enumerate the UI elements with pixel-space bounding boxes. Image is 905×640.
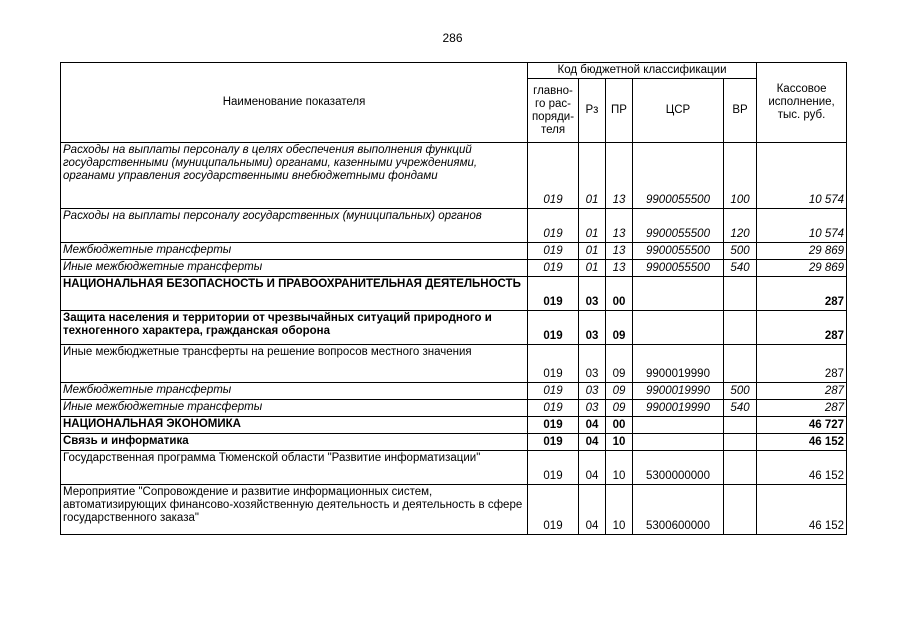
row-rz: 04 — [579, 434, 606, 451]
row-rz: 01 — [579, 260, 606, 277]
row-pr: 10 — [606, 434, 633, 451]
row-sum: 10 574 — [757, 143, 847, 209]
row-vr — [724, 345, 757, 383]
row-csr: 9900019990 — [633, 345, 724, 383]
table-row — [61, 345, 847, 383]
row-pr: 09 — [606, 345, 633, 383]
row-csr: 9900019990 — [633, 383, 724, 400]
table-row — [61, 434, 847, 451]
table-row — [61, 400, 847, 417]
row-rz: 03 — [579, 345, 606, 383]
table-row — [61, 311, 847, 345]
row-pr: 10 — [606, 451, 633, 485]
table-row — [61, 451, 847, 485]
row-rz: 04 — [579, 417, 606, 434]
row-pr: 00 — [606, 277, 633, 311]
header-sum: Кассовое исполнение, тыс. руб. — [757, 63, 847, 143]
row-vr: 540 — [724, 400, 757, 417]
row-csr: 9900055500 — [633, 209, 724, 243]
row-sum: 46 152 — [757, 434, 847, 451]
table-row — [61, 277, 847, 311]
row-csr: 5300000000 — [633, 451, 724, 485]
header-pr: ПР — [606, 79, 633, 143]
row-pr: 13 — [606, 209, 633, 243]
row-rz: 01 — [579, 209, 606, 243]
row-admin-code: 019 — [528, 400, 579, 417]
row-admin-code: 019 — [528, 277, 579, 311]
row-sum: 46 152 — [757, 451, 847, 485]
row-name: Межбюджетные трансферты — [61, 243, 528, 260]
header-vr: ВР — [724, 79, 757, 143]
row-admin-code: 019 — [528, 143, 579, 209]
row-vr — [724, 277, 757, 311]
row-vr: 500 — [724, 383, 757, 400]
row-rz: 04 — [579, 485, 606, 535]
row-pr: 09 — [606, 311, 633, 345]
row-admin-code: 019 — [528, 485, 579, 535]
row-name: Межбюджетные трансферты — [61, 383, 528, 400]
row-csr: 9900055500 — [633, 143, 724, 209]
row-rz: 03 — [579, 311, 606, 345]
row-name: Иные межбюджетные трансферты — [61, 400, 528, 417]
header-glav: главно-го рас-поряди-теля — [528, 79, 579, 143]
row-vr: 540 — [724, 260, 757, 277]
row-csr — [633, 434, 724, 451]
table-header — [61, 63, 847, 143]
table-row — [61, 383, 847, 400]
table-row — [61, 260, 847, 277]
row-vr — [724, 417, 757, 434]
row-name: НАЦИОНАЛЬНАЯ ЭКОНОМИКА — [61, 417, 528, 434]
row-name: Государственная программа Тюменской области "Развитие информатизации" — [61, 451, 528, 485]
row-sum: 287 — [757, 383, 847, 400]
row-csr — [633, 417, 724, 434]
table-row — [61, 209, 847, 243]
header-code-group: Код бюджетной классификации — [528, 63, 757, 79]
row-admin-code: 019 — [528, 451, 579, 485]
row-name: Связь и информатика — [61, 434, 528, 451]
row-pr: 13 — [606, 143, 633, 209]
row-name: Иные межбюджетные трансферты — [61, 260, 528, 277]
header-name: Наименование показателя — [61, 63, 528, 143]
row-rz: 04 — [579, 451, 606, 485]
row-name: НАЦИОНАЛЬНАЯ БЕЗОПАСНОСТЬ И ПРАВООХРАНИТЕЛЬНАЯ ДЕЯТЕЛЬНОСТЬ — [61, 277, 528, 311]
row-rz: 01 — [579, 243, 606, 260]
row-rz: 03 — [579, 400, 606, 417]
row-name: Защита населения и территории от чрезвычайных ситуаций природного и техногенного характера, гражданская оборона — [61, 311, 528, 345]
row-rz: 03 — [579, 277, 606, 311]
row-rz: 01 — [579, 143, 606, 209]
row-sum: 287 — [757, 345, 847, 383]
row-pr: 00 — [606, 417, 633, 434]
table-row — [61, 243, 847, 260]
row-sum: 29 869 — [757, 243, 847, 260]
row-vr — [724, 485, 757, 535]
row-sum: 29 869 — [757, 260, 847, 277]
row-sum: 287 — [757, 277, 847, 311]
row-admin-code: 019 — [528, 209, 579, 243]
row-pr: 10 — [606, 485, 633, 535]
row-admin-code: 019 — [528, 243, 579, 260]
row-name: Расходы на выплаты персоналу государственных (муниципальных) органов — [61, 209, 528, 243]
row-csr — [633, 311, 724, 345]
row-vr: 500 — [724, 243, 757, 260]
row-admin-code: 019 — [528, 260, 579, 277]
row-sum: 46 152 — [757, 485, 847, 535]
page-number: 286 — [442, 31, 463, 45]
table-row — [61, 417, 847, 434]
table-row — [61, 143, 847, 209]
row-pr: 09 — [606, 400, 633, 417]
row-sum: 46 727 — [757, 417, 847, 434]
row-rz: 03 — [579, 383, 606, 400]
row-csr: 9900019990 — [633, 400, 724, 417]
row-vr — [724, 311, 757, 345]
table-body — [61, 143, 847, 535]
row-admin-code: 019 — [528, 434, 579, 451]
row-admin-code: 019 — [528, 383, 579, 400]
header-csr: ЦСР — [633, 79, 724, 143]
row-csr: 9900055500 — [633, 243, 724, 260]
row-pr: 13 — [606, 243, 633, 260]
header-rz: Рз — [579, 79, 606, 143]
row-csr: 5300600000 — [633, 485, 724, 535]
row-pr: 13 — [606, 260, 633, 277]
row-vr — [724, 434, 757, 451]
row-vr — [724, 451, 757, 485]
row-vr: 120 — [724, 209, 757, 243]
row-vr: 100 — [724, 143, 757, 209]
row-admin-code: 019 — [528, 345, 579, 383]
row-admin-code: 019 — [528, 311, 579, 345]
row-sum: 287 — [757, 311, 847, 345]
table-row — [61, 485, 847, 535]
row-csr — [633, 277, 724, 311]
row-sum: 10 574 — [757, 209, 847, 243]
budget-table — [60, 62, 847, 535]
row-sum: 287 — [757, 400, 847, 417]
row-admin-code: 019 — [528, 417, 579, 434]
row-name: Иные межбюджетные трансферты на решение вопросов местного значения — [61, 345, 528, 383]
row-name: Расходы на выплаты персоналу в целях обеспечения выполнения функций государственными (муниципальными) органами, казенными учреждениями, органами управления государственными внебюджетными фондами — [61, 143, 528, 209]
row-name: Мероприятие "Сопровождение и развитие информационных систем, автоматизирующих финансово-хозяйственную деятельность и деятельность в сфере государственного заказа" — [61, 485, 528, 535]
row-pr: 09 — [606, 383, 633, 400]
row-csr: 9900055500 — [633, 260, 724, 277]
